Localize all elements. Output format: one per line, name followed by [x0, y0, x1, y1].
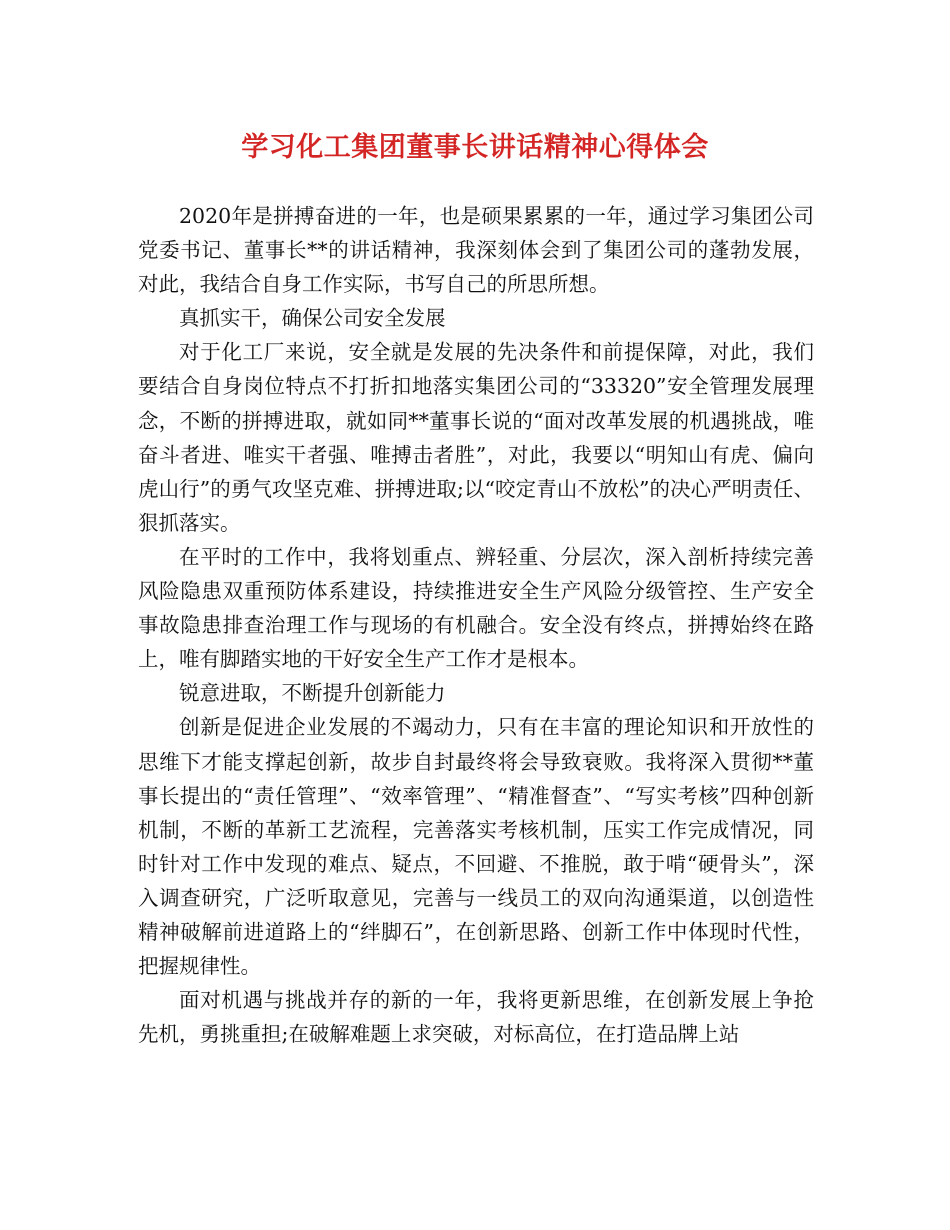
paragraph-safety-work: 在平时的工作中，我将划重点、辨轻重、分层次，深入剖析持续完善风险隐患双重预防体系建设，持续推进安全生产风险分级管控、生产安全事故隐患排查治理工作与现场的有机融合。安全没有终点，拼搏始终在路上，唯有脚踏实地的干好安全生产工作才是根本。	[138, 544, 814, 672]
document-body	[138, 199, 814, 1051]
section-heading-innovation: 锐意进取，不断提升创新能力	[179, 681, 446, 706]
paragraph-new-year: 面对机遇与挑战并存的新的一年，我将更新思维，在创新发展上争抢先机，勇挑重担;在破解难题上求突破，对标高位，在打造品牌上站	[138, 988, 814, 1047]
document-title: 学习化工集团董事长讲话精神心得体会	[241, 132, 709, 163]
section-heading-safety: 真抓实干，确保公司安全发展	[179, 306, 446, 331]
paragraph-intro: 2020年是拼搏奋进的一年，也是硕果累累的一年，通过学习集团公司党委书记、董事长**的讲话精神，我深刻体会到了集团公司的蓬勃发展，对此，我结合自身工作实际，书写自己的所思所想。	[138, 204, 814, 297]
paragraph-innovation: 创新是促进企业发展的不竭动力，只有在丰富的理论知识和开放性的思维下才能支撑起创新，故步自封最终将会导致衰败。我将深入贯彻**董事长提出的“责任管理”、“效率管理”、“精准督查”、“写实考核”四种创新机制，不断的革新工艺流程，完善落实考核机制，压实工作完成情况，同时针对工作中发现的难点、疑点，不回避、不推脱，敢于啃“硬骨头”，深入调查研究，广泛听取意见，完善与一线员工的双向沟通渠道，以创造性精神破解前进道路上的“绊脚石”，在创新思路、创新工作中体现时代性，把握规律性。	[138, 715, 814, 979]
paragraph-safety-concept: 对于化工厂来说，安全就是发展的先决条件和前提保障，对此，我们要结合自身岗位特点不打折扣地落实集团公司的“33320”安全管理发展理念，不断的拼搏进取，就如同**董事长说的“面对改革发展的机遇挑战，唯奋斗者进、唯实干者强、唯搏击者胜”，对此，我要以“明知山有虎、偏向虎山行”的勇气攻坚克难、拼搏进取;以“咬定青山不放松”的决心严明责任、狠抓落实。	[138, 340, 814, 535]
